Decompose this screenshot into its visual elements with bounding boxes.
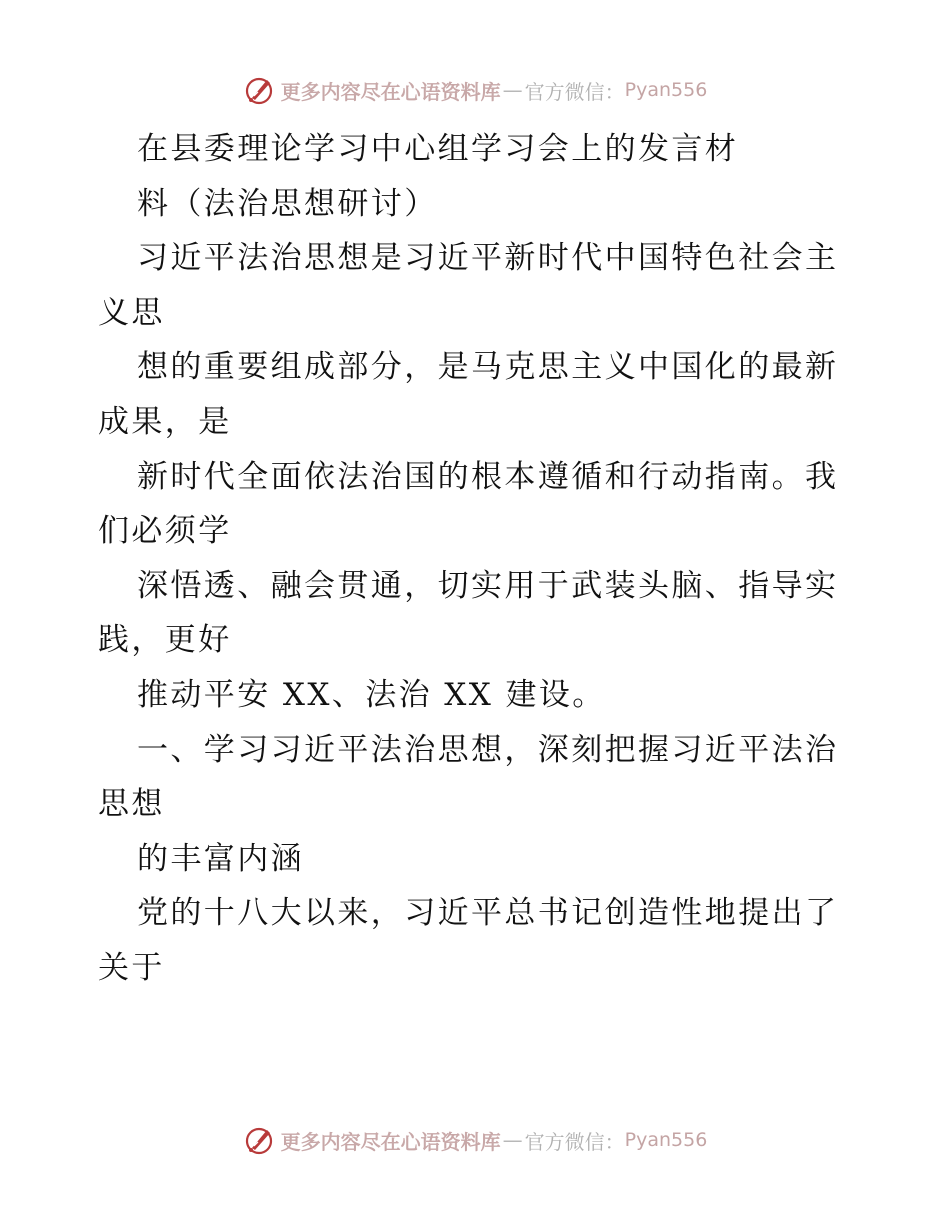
watermark-separator: — bbox=[502, 1128, 523, 1152]
doc-line-11: 推动平安 XX、法治 XX 建设。 bbox=[137, 676, 606, 713]
watermark-promo-text: 更多内容尽在心语资料库 bbox=[280, 79, 501, 104]
doc-line-10: 践，更好 bbox=[98, 622, 232, 659]
doc-line-12: 一、学习习近平法治思想，深刻把握习近平法治 bbox=[137, 731, 839, 768]
doc-line-7: 新时代全面依法治国的根本遵循和行动指南。我 bbox=[137, 458, 839, 495]
watermark-wechat-id: Pyan556 bbox=[624, 1129, 708, 1151]
doc-line-4: 义思 bbox=[98, 294, 165, 331]
doc-line-8: 们必须学 bbox=[98, 513, 232, 550]
watermark-promo-text: 更多内容尽在心语资料库 bbox=[280, 1129, 501, 1154]
watermark-wechat-id: Pyan556 bbox=[624, 79, 708, 101]
doc-line-14: 的丰富内涵 bbox=[137, 840, 304, 877]
watermark-contact-label: 官方微信： bbox=[524, 1129, 625, 1154]
doc-line-5: 想的重要组成部分，是马克思主义中国化的最新 bbox=[137, 349, 839, 386]
quill-pen-logo-icon bbox=[243, 1124, 275, 1156]
watermark-separator: — bbox=[502, 78, 523, 102]
doc-line-15: 党的十八大以来，习近平总书记创造性地提出了 bbox=[137, 895, 839, 932]
watermark-contact-label: 官方微信： bbox=[524, 79, 625, 104]
quill-pen-logo-icon bbox=[243, 74, 275, 106]
doc-line-6: 成果，是 bbox=[98, 403, 232, 440]
doc-line-1: 在县委理论学习中心组学习会上的发言材 bbox=[137, 131, 739, 167]
header-watermark-banner bbox=[0, 70, 950, 110]
footer-watermark-banner bbox=[0, 1120, 950, 1160]
doc-line-13: 思想 bbox=[98, 786, 165, 823]
document-body bbox=[98, 122, 854, 996]
doc-line-16: 关于 bbox=[98, 949, 165, 986]
doc-line-2: 料（法治思想研讨） bbox=[137, 185, 438, 222]
doc-line-3: 习近平法治思想是习近平新时代中国特色社会主 bbox=[137, 240, 839, 277]
doc-line-9: 深悟透、融会贯通，切实用于武装头脑、指导实 bbox=[137, 567, 839, 604]
